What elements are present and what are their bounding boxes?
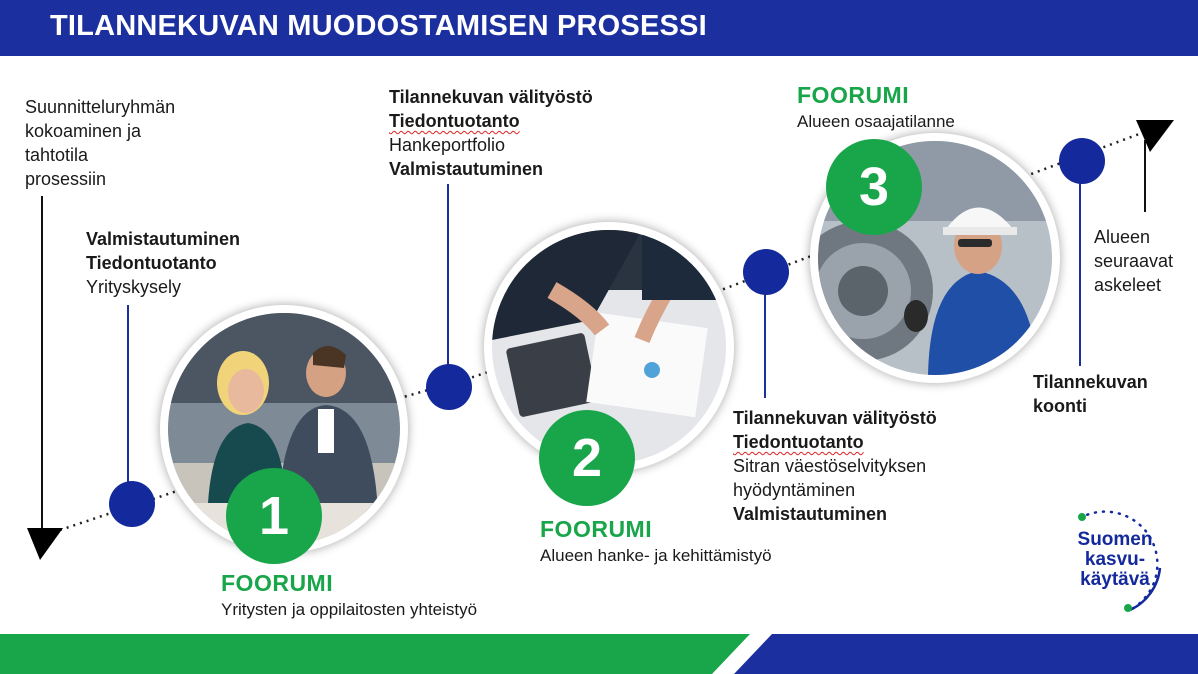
milestone-dot-1 bbox=[109, 481, 155, 527]
page-title: TILANNEKUVAN MUODOSTAMISEN PROSESSI bbox=[50, 10, 707, 42]
stage2-line-2: Tiedontuotanto bbox=[389, 111, 520, 131]
start-line-2: kokoaminen ja bbox=[25, 121, 142, 141]
stage2-connector bbox=[447, 184, 449, 366]
logo-text bbox=[1063, 530, 1167, 590]
final-line-1: Tilannekuvan bbox=[1033, 372, 1148, 392]
stage3-text bbox=[733, 406, 937, 526]
milestone-dot-4 bbox=[1059, 138, 1105, 184]
next-steps-line-3: askeleet bbox=[1094, 275, 1162, 295]
start-arrow-head bbox=[27, 528, 63, 560]
stage3-line-5: Valmistautuminen bbox=[733, 504, 888, 524]
logo-line-2: kasvu- bbox=[1084, 549, 1146, 570]
start-line-4: prosessiin bbox=[25, 169, 107, 189]
forum-label-3: FOORUMI bbox=[797, 82, 910, 108]
stage1-text bbox=[86, 227, 240, 299]
footer-stripes bbox=[0, 630, 1198, 674]
forum-subtitle-3: Alueen osaajatilanne bbox=[797, 112, 955, 131]
start-line-3: tahtotila bbox=[25, 145, 89, 165]
next-steps-line-2: seuraavat bbox=[1094, 251, 1174, 271]
stage3-connector bbox=[764, 294, 766, 398]
stage2-line-1: Tilannekuvan välityöstö bbox=[389, 87, 593, 107]
forum-label-1: FOORUMI bbox=[221, 570, 334, 596]
final-line-2: koonti bbox=[1033, 396, 1087, 416]
stage1-line-1: Valmistautuminen bbox=[86, 229, 241, 249]
milestone-dot-3 bbox=[743, 249, 789, 295]
stage2-line-3: Hankeportfolio bbox=[389, 135, 506, 155]
forum-subtitle-1: Yritysten ja oppilaitosten yhteistyö bbox=[221, 600, 478, 619]
start-line-1: Suunnitteluryhmän bbox=[25, 97, 176, 117]
forum-badge-3: 3 bbox=[826, 139, 922, 235]
stage3-line-3: Sitran väestöselvityksen bbox=[733, 456, 927, 476]
forum-subtitle-2: Alueen hanke- ja kehittämistyö bbox=[540, 546, 772, 565]
forum-badge-1: 1 bbox=[226, 468, 322, 564]
stage1-connector bbox=[127, 305, 129, 483]
stage2-line-4: Valmistautuminen bbox=[389, 159, 544, 179]
final-text bbox=[1033, 370, 1148, 418]
next-steps-line-1: Alueen bbox=[1094, 227, 1151, 247]
stage1-line-2: Tiedontuotanto bbox=[86, 253, 217, 273]
forum-label-2: FOORUMI bbox=[540, 516, 653, 542]
forum-badge-2: 2 bbox=[539, 410, 635, 506]
stage3-line-4: hyödyntäminen bbox=[733, 480, 856, 500]
start-text bbox=[25, 95, 175, 191]
end-arrow-head bbox=[1136, 120, 1174, 152]
stage3-line-1: Tilannekuvan välityöstö bbox=[733, 408, 937, 428]
stage1-line-3: Yrityskysely bbox=[86, 277, 182, 297]
logo-line-1: Suomen bbox=[1077, 529, 1153, 550]
stage2-text bbox=[389, 85, 593, 181]
final-connector bbox=[1079, 180, 1081, 366]
logo-line-3: käytävä bbox=[1080, 569, 1150, 590]
milestone-dot-2 bbox=[426, 364, 472, 410]
next-steps-text bbox=[1094, 225, 1173, 297]
stage3-line-2: Tiedontuotanto bbox=[733, 432, 864, 452]
